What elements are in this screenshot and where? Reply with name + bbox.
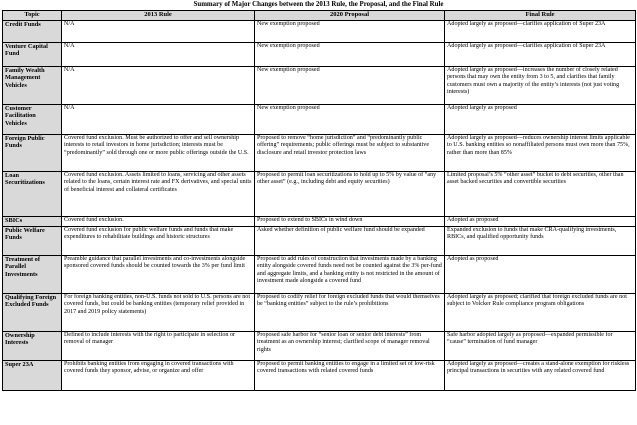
row-topic: Treatment of Parallel Investments <box>3 256 62 294</box>
row-2020-proposal: New exemption proposed <box>255 21 445 43</box>
row-final-rule: Expanded exclusion to funds that make CRA-qualifying investments, RBICs, and qualified opportunity funds <box>445 227 636 256</box>
row-final-rule: Adopted largely as proposed <box>445 105 636 135</box>
row-2013-rule: N/A <box>62 105 255 135</box>
row-2013-rule: Preamble guidance that parallel investments and co-investments alongside sponsored covered funds should be counted towards the 3% per fund limit <box>62 256 255 294</box>
row-topic: Qualifying Foreign Excluded Funds <box>3 294 62 332</box>
table-row <box>3 361 636 391</box>
row-2013-rule: Covered fund exclusion. Must be authorized to offer and sell ownership interests to retail investors in home jurisdiction; interests must be “predominantly” sold through one or more public offerings outside the U.S. <box>62 135 255 172</box>
row-final-rule: Adopted largely as proposed; clarified that foreign excluded funds are not subject to Volcker Rule compliance program obligations <box>445 294 636 332</box>
row-2020-proposal: New exemption proposed <box>255 105 445 135</box>
row-final-rule: Safe harbor adopted largely as proposed—expanded permissible for “cause” termination of fund manager <box>445 332 636 361</box>
row-2020-proposal: Proposed to permit banking entities to engage in a limited set of low-risk covered transactions with related covered funds <box>255 361 445 391</box>
row-final-rule: Adopted largely as proposed—reduces ownership interest limits applicable to U.S. banking entities so nonaffiliated persons must own more than 75%, rather than more than 85% <box>445 135 636 172</box>
table-row <box>3 172 636 217</box>
table-row <box>3 43 636 67</box>
row-2020-proposal: New exemption proposed <box>255 43 445 67</box>
row-2020-proposal: Proposed to extend to SBICs in wind down <box>255 217 445 227</box>
row-final-rule: Adopted as proposed <box>445 256 636 294</box>
row-topic: Family Wealth Management Vehicles <box>3 67 62 105</box>
row-2020-proposal: Asked whether definition of public welfare fund should be expanded <box>255 227 445 256</box>
table-title: Summary of Major Changes between the 2013 Rule, the Proposal, and the Final Rule <box>193 1 444 8</box>
table-row <box>3 21 636 43</box>
column-header-final-rule: Final Rule <box>445 11 636 21</box>
table-row <box>3 294 636 332</box>
row-topic: Loan Securitizations <box>3 172 62 217</box>
table-row <box>3 256 636 294</box>
table-row <box>3 67 636 105</box>
row-topic: Credit Funds <box>3 21 62 43</box>
row-topic: Ownership Interests <box>3 332 62 361</box>
row-2020-proposal: New exemption proposed <box>255 67 445 105</box>
row-2013-rule: N/A <box>62 43 255 67</box>
table-row <box>3 135 636 172</box>
table-row <box>3 332 636 361</box>
row-2013-rule: Covered fund exclusion. Assets limited to loans, servicing and other assets related to the loans, certain interest rate and FX derivatives, and special units of beneficial interest and collateral certificates <box>62 172 255 217</box>
row-2013-rule: Covered fund exclusion. <box>62 217 255 227</box>
row-topic: Customer Facilitation Vehicles <box>3 105 62 135</box>
column-header-2013-rule: 2013 Rule <box>62 11 255 21</box>
row-2020-proposal: Proposed to permit loan securitizations to hold up to 5% by value of “any other asset” (e.g., including debt and equity securities) <box>255 172 445 217</box>
table-row <box>3 227 636 256</box>
row-final-rule: Adopted largely as proposed—increases the number of closely related persons that may own the entity from 3 to 5, and clarifies that family customers must own a majority of the entity’s interests (not just voting interests) <box>445 67 636 105</box>
row-final-rule: Adopted largely as proposed—creates a stand-alone exemption for riskless principal transactions in securities with any related covered fund <box>445 361 636 391</box>
row-2013-rule: N/A <box>62 21 255 43</box>
header-row <box>3 11 636 21</box>
table-row <box>3 217 636 227</box>
row-final-rule: Adopted largely as proposed—clarifies application of Super 23A <box>445 43 636 67</box>
row-topic: SBICs <box>3 217 62 227</box>
summary-table <box>2 10 636 391</box>
row-2013-rule: Defined to include interests with the right to participate in selection or removal of manager <box>62 332 255 361</box>
row-final-rule: Limited proposal’s 5% “other asset” bucket to debt securities, other than asset backed securities and convertible securities <box>445 172 636 217</box>
row-2013-rule: For foreign banking entities, non-U.S. funds not sold to U.S. persons are not covered funds, but could be banking entities (temporary relief provided in 2017 and 2019 policy statements) <box>62 294 255 332</box>
row-topic: Super 23A <box>3 361 62 391</box>
row-final-rule: Adopted largely as proposed—clarifies application of Super 23A <box>445 21 636 43</box>
row-2020-proposal: Proposed to codify relief for foreign excluded funds that would themselves be “banking entities” subject to the rule’s prohibitions <box>255 294 445 332</box>
column-header-2020-proposal: 2020 Proposal <box>255 11 445 21</box>
row-2020-proposal: Proposed to add rules of construction that investments made by a banking entity alongside covered funds need not be counted against the 3% per-fund and aggregate limits, and a banking entity is not restricted in the amount of investment made alongside a covered fund <box>255 256 445 294</box>
row-2020-proposal: Proposed to remove “home jurisdiction” and “predominantly public offering” requirements; public offerings must be subject to substantive disclosure and retail investor protection laws <box>255 135 445 172</box>
row-topic: Public Welfare Funds <box>3 227 62 256</box>
row-topic: Venture Capital Fund <box>3 43 62 67</box>
row-final-rule: Adopted as proposed <box>445 217 636 227</box>
row-2020-proposal: Proposed safe harbor for “senior loan or senior debt interests” from treatment as an ownership interest; clarified scope of manager removal rights <box>255 332 445 361</box>
column-header-topic: Topic <box>3 11 62 21</box>
row-2013-rule: N/A <box>62 67 255 105</box>
row-topic: Foreign Public Funds <box>3 135 62 172</box>
row-2013-rule: Covered fund exclusion for public welfare funds and funds that make expenditures to rehabilitate buildings and historic structures <box>62 227 255 256</box>
table-row <box>3 105 636 135</box>
row-2013-rule: Prohibits banking entities from engaging in covered transactions with covered funds they sponsor, advise, or organize and offer <box>62 361 255 391</box>
